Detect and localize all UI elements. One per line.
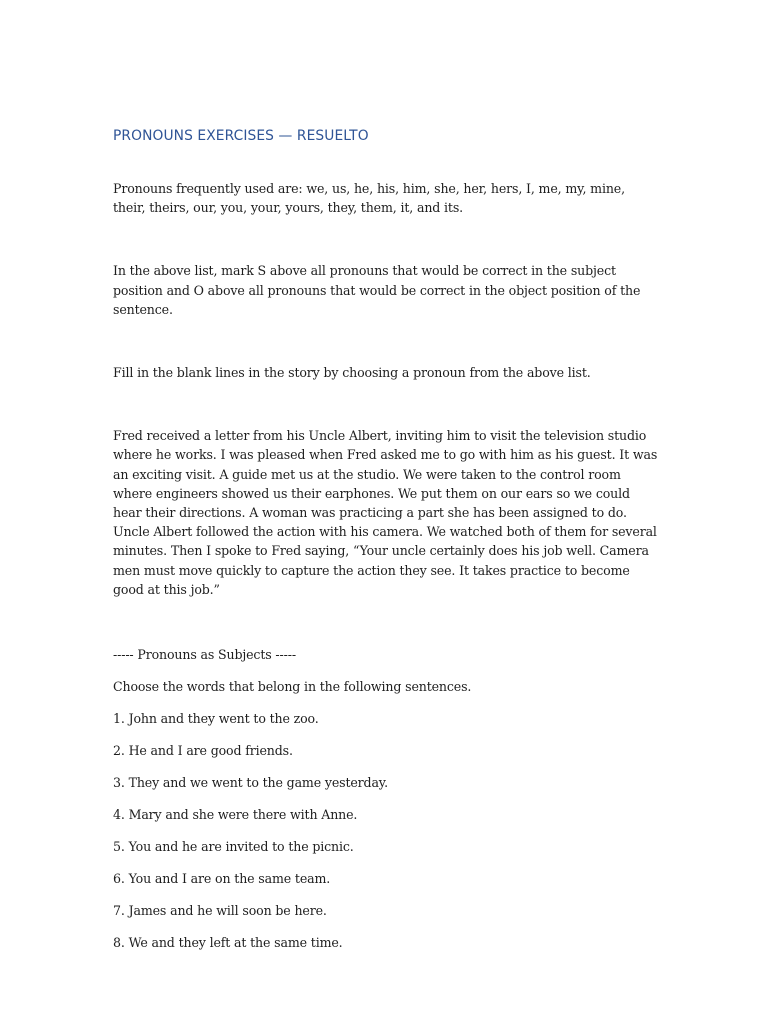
exercise-item: 2. He and I are good friends. [113, 743, 293, 759]
exercise-item: 4. Mary and she were there with Anne. [113, 807, 358, 823]
exercise-item: 8. We and they left at the same time. [113, 935, 343, 951]
mark-instruction-paragraph: In the above list, mark S above all pronouns that would be correct in the subject position and O above all pronouns that would be correct in the object position of the sentence. [113, 263, 641, 317]
exercise-item: 1. John and they went to the zoo. [113, 711, 319, 727]
fill-instruction-paragraph: Fill in the blank lines in the story by choosing a pronoun from the above list. [113, 365, 591, 381]
intro-paragraph: Pronouns frequently used are: we, us, he, his, him, she, her, hers, I, me, my, mine, their, theirs, our, you, your, yours, they, them, it, and its. [113, 181, 625, 216]
section-instruction: Choose the words that belong in the following sentences. [113, 679, 472, 695]
document-title: PRONOUNS EXERCISES — RESUELTO [113, 128, 369, 144]
exercise-item: 5. You and he are invited to the picnic. [113, 839, 354, 855]
document-body [113, 126, 658, 952]
exercise-item: 6. You and I are on the same team. [113, 871, 331, 887]
section-heading: ----- Pronouns as Subjects ----- [113, 647, 296, 663]
exercise-item: 3. They and we went to the game yesterday. [113, 775, 388, 791]
story-paragraph: Fred received a letter from his Uncle Albert, inviting him to visit the television studio where he works. I was pleased when Fred asked me to go with him as his guest. It was an exciting visit. A guide met us at the studio. We were taken to the control room where engineers showed us their earphones. We put them on our ears so we could hear their directions. A woman was practicing a part she has been assigned to do. Uncle Albert followed the action with his camera. We watched both of them for several minutes. Then I spoke to Fred saying, “Your uncle certainly does his job well. Camera men must move quickly to capture the action they see. It takes practice to become good at this job.” [113, 428, 658, 597]
exercise-item: 7. James and he will soon be here. [113, 903, 327, 919]
